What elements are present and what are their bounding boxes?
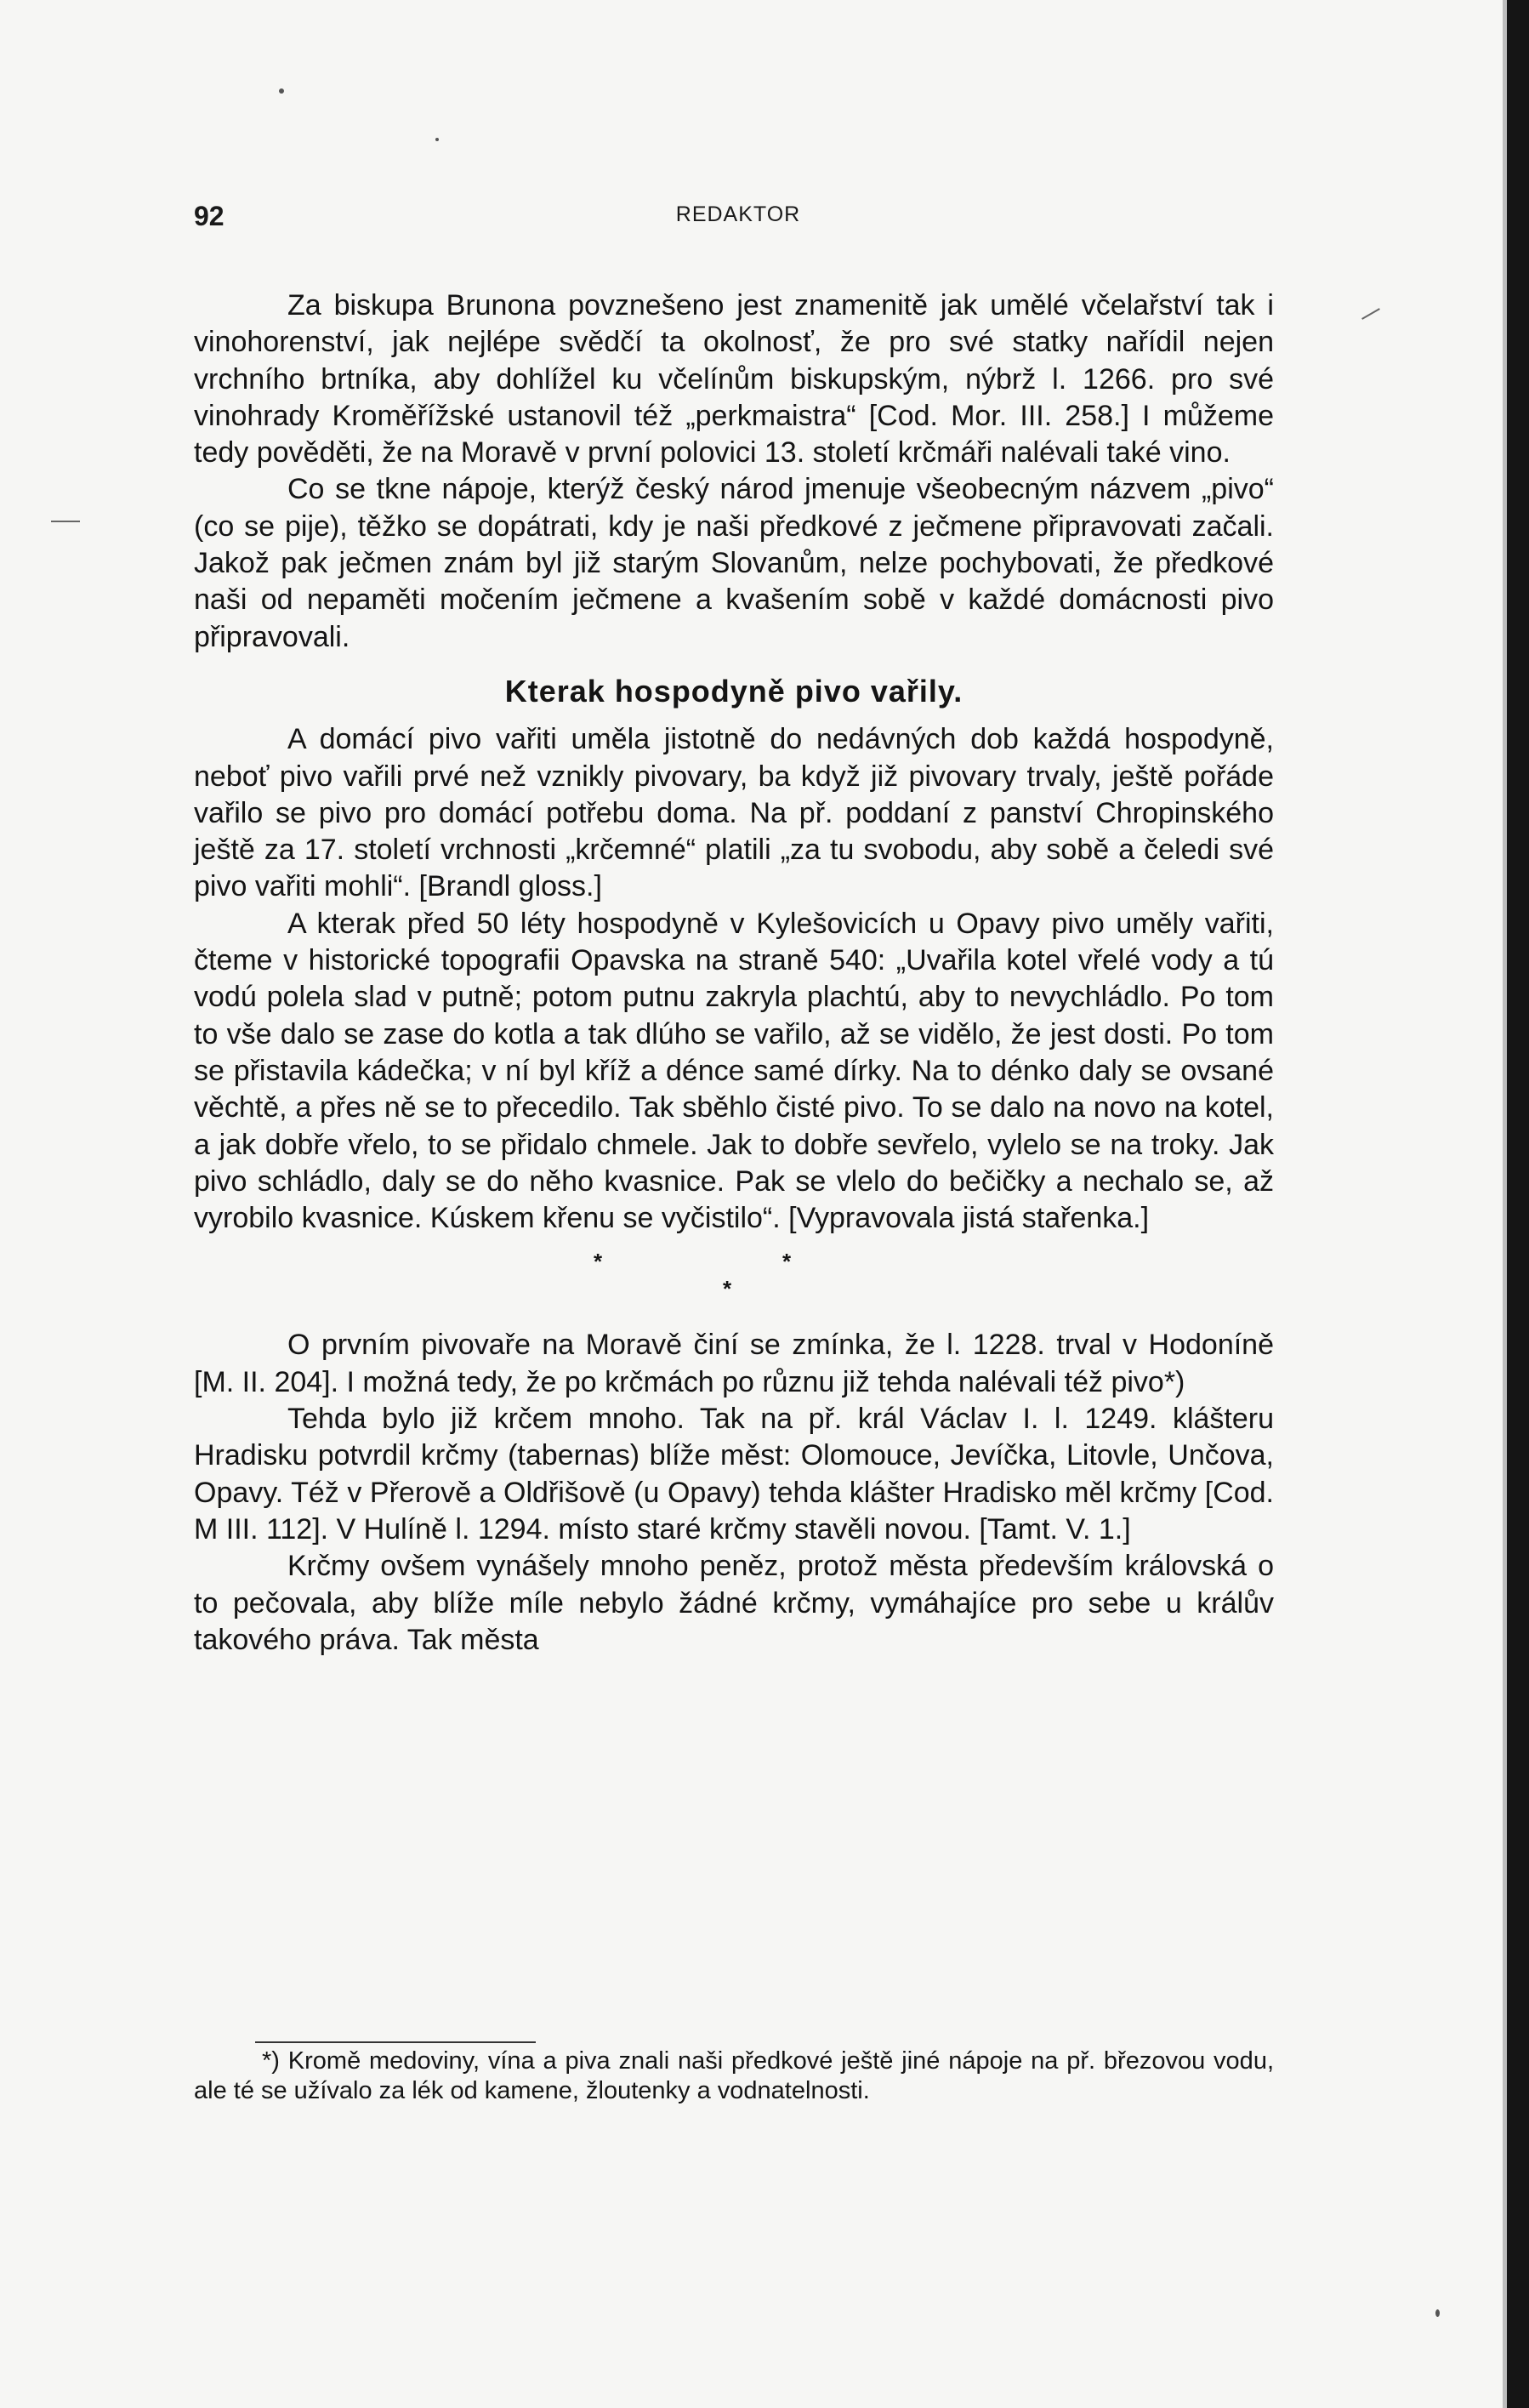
page-number: 92 — [194, 201, 225, 231]
scan-border — [1507, 0, 1529, 2408]
scan-mark — [1361, 308, 1380, 320]
footnote: *) Kromě medoviny, vína a piva znali naši předkové ještě jiné nápoje na př. březovou vodu, ale té se užívalo za lék od kamene, žloutenky a vodnatelnosti. — [194, 2047, 1274, 2104]
scan-mark — [51, 521, 80, 522]
divider-star: * — [723, 1276, 732, 1302]
paragraph-6: Tehda bylo již krčem mnoho. Tak na př. král Václav I. l. 1249. klášteru Hradisku potvrdil krčmy (tabernas) blíže měst: Olomouce, Jevíčka, Litovle, Unčova, Opavy. Též v Přerově a Oldřišově (u Opavy) tehda klášter Hradisko měl krčmy [Cod. M III. 112]. V Hulíně l. 1294. místo staré krčmy stavěli novou. [Tamt. V. 1.] — [194, 1403, 1274, 1546]
section-heading: Kterak hospodyně pivo vařily. — [504, 673, 963, 709]
paragraph-3: A domácí pivo vařiti uměla jistotně do nedávných dob každá hospodyně, neboť pivo vařili prvé než vznikly pivovary, ba když již pivovary trvaly, ještě pořáde vařilo se pivo pro domácí potřebu doma. Na př. poddaní z panství Chropinského ještě za 17. století vrchnosti „krčemné“ platili „za tu svobodu, aby sobě a čeledi své pivo vařiti mohli“. [Brandl gloss.] — [194, 723, 1274, 903]
paragraph-4: A kterak před 50 léty hospodyně v Kylešovicích u Opavy pivo uměly vařiti, čteme v historické topografii Opavska na straně 540: „Uvařila kotel vřelé vody a tú vodú polela slad v putně; potom putnu zakryla plachtú, aby to nevychládlo. Po tom to vše dalo se zase do kotla a tak dlúho se vařilo, až se vidělo, že jest dosti. Po tom se přistavila kádečka; v ní byl kříž a dénce samé dírky. Na to dénko daly se ovsané věchtě, a přes ně se to přecedilo. Tak sběhlo čisté pivo. To se dalo na novo na kotel, a jak dobře vřelo, to se přidalo chmele. Jak to dobře sevřelo, vylelo se na troky. Jak pivo schládlo, daly se do něho kvasnice. Pak se vlelo do bečičky a nechalo se, až vyrobilo kvasnice. Kúskem křenu se vyčistilo“. [Vypravovala jistá stařenka.] — [194, 907, 1274, 1235]
paragraph-7: Krčmy ovšem vynášely mnoho peněz, protož města především královská o to pečovala, aby blíže míle nebylo žádné krčmy, vymáhajíce pro sebe u králův takového práva. Tak města — [194, 1550, 1274, 1656]
paragraph-1: Za biskupa Brunona povznešeno jest znamenitě jak umělé včelařství tak i vinohorenství, jak nejlépe svědčí ta okolnosť, že pro své statky nařídil nejen vrchního brtníka, aby dohlížel ku včelínům biskupským, nýbrž l. 1266. pro své vinohrady Kroměřížské ustanovil též „perkmaistra“ [Cod. Mor. III. 258.] I můžeme tedy pověděti, že na Moravě v první polovici 13. století krčmáři nalévali také vino. — [194, 289, 1274, 470]
running-head — [194, 201, 1282, 238]
divider-star: * — [782, 1249, 792, 1275]
running-title: REDAKTOR — [675, 202, 801, 226]
scan-speck — [279, 88, 284, 94]
paragraph-2: Co se tkne nápoje, kterýž český národ jmenuje všeobecným názvem „pivo“ (co se pije), těžko se dopátrati, kdy je naši předkové z ječmene připravovati začali. Jakož pak ječmen znám byl již starým Slovanům, nelze pochybovati, že předkové naši od nepaměti močením ječmene a kvašením sobě v každé domácnosti pivo připravovali. — [194, 473, 1274, 653]
footnote-rule — [255, 2041, 536, 2043]
paragraph-5: O prvním pivovaře na Moravě činí se zmínka, že l. 1228. trval v Hodoníně [M. II. 204]. I možná tedy, že po krčmách po různu již tehda nalévali též pivo*) — [194, 1329, 1274, 1398]
divider-star: * — [594, 1249, 603, 1275]
scan-speck — [435, 138, 439, 141]
scan-speck — [1435, 2309, 1440, 2317]
main-text — [194, 287, 1274, 1659]
section-divider-stars — [194, 1244, 1274, 1302]
